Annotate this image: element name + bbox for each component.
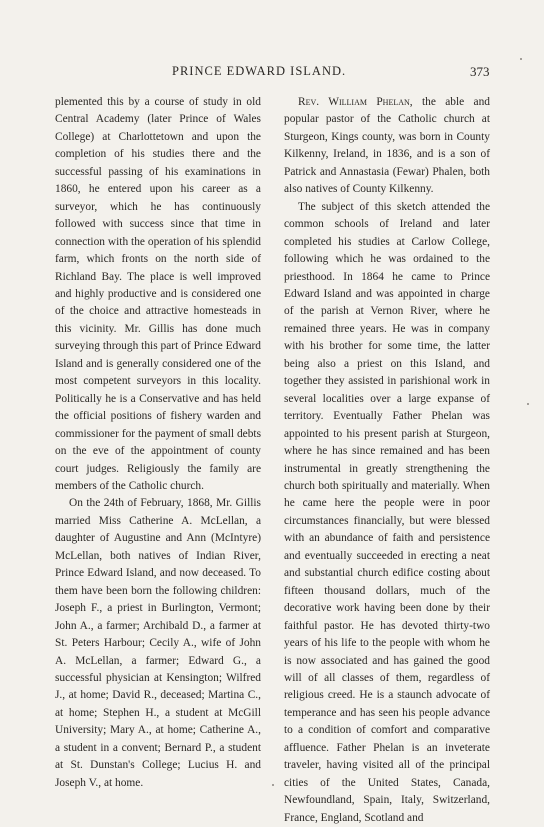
page-number: 373: [470, 64, 490, 79]
left-column: [55, 94, 261, 792]
paper-speck: [272, 784, 274, 786]
right-column: [284, 94, 490, 827]
right-paragraph-2: The subject of this sketch attended the common schools of Ireland and later completed his studies at Carlow College, following which he was ordained to the priesthood. In 1864 he came to Prince Edward Island and was appointed in charge of the parish at Vernon River, where he remained three years. He was in company with his brother for some time, the latter being also a priest on this Island, and together they assisted in parishional work in several localities over a large expanse of territory. Eventually Father Phelan was appointed to his present parish at Sturgeon, where he has since remained and has been instrumental in greatly strengthening the church both spiritually and materially. When he came here the people were in poor circumstances financially, but were blessed with an abundance of faith and persistence and eventually succeeded in erecting a neat and substantial church edifice costing about fifteen thousand dollars, much of the decorative work having been done by their faithful pastor. He has devoted thirty-two years of his life to the people with whom he is now associated and has gained the good will of all classes of them, regardless of religious creed. He is a staunch advocate of temperance and has seen his people advance to a condition of comfort and comparative affluence. Father Phelan is an inveterate traveler, having visited all of the principal cities of the United States, Canada, Newfoundland, Spain, Italy, Switzerland, France, England, Scotland and: [284, 200, 490, 824]
left-paragraph-1: plemented this by a course of study in old Central Academy (later Prince of Wales College) at Charlottetown and upon the completion of his studies there and the successful passing of his examinations in 1860, he entered upon his career as a surveyor, which he has continuously followed with success since that time in connection with the operation of his splendid farm, which fronts on the north side of Richland Bay. The place is well improved and highly productive and is considered one of the choice and attractive homesteads in this vicinity. Mr. Gillis has done much surveying through this part of Prince Edward Island and is generally considered one of the most competent surveyors in this locality. Politically he is a Conservative and has held the official positions of fishery warden and commissioner for the payment of small debts on the eve of the appointment of county court judges. Religiously the family are members of the Catholic church.: [55, 96, 261, 492]
paper-speck: [520, 58, 522, 60]
right-paragraph-1: [284, 94, 490, 199]
running-title: PRINCE EDWARD ISLAND.: [172, 64, 347, 78]
right-paragraph-1-text: the able and popular pastor of the Catholic church at Sturgeon, Kings county, was born in County Kilkenny, Ireland, in 1836, and is a son of Patrick and Annastasia (Fewar) Phalen, both also natives of County Kilkenny.: [284, 96, 490, 196]
left-paragraph-2: On the 24th of February, 1868, Mr. Gillis married Miss Catherine A. McLellan, a daughter of Augustine and Ann (McIntyre) McLellan, both natives of Indian River, Prince Edward Island, and now deceased. To them have been born the following children: Joseph F., a priest in Burlington, Vermont; John A., a farmer; Archibald D., a farmer at St. Peters Harbour; Cecily A., wife of John A. McLellan, a farmer; Edward G., a successful physician at Kensington; Wilfred J., at home; David R., deceased; Martina C., at home; Stephen H., a student at McGill University; Mary A., at home; Catherine A., a student in a convent; Bernard P., a student at St. Dunstan's College; Lucius H. and Joseph V., at home.: [55, 497, 261, 789]
paper-speck: [527, 403, 529, 405]
subject-name: Rev. William Phelan,: [298, 96, 413, 108]
